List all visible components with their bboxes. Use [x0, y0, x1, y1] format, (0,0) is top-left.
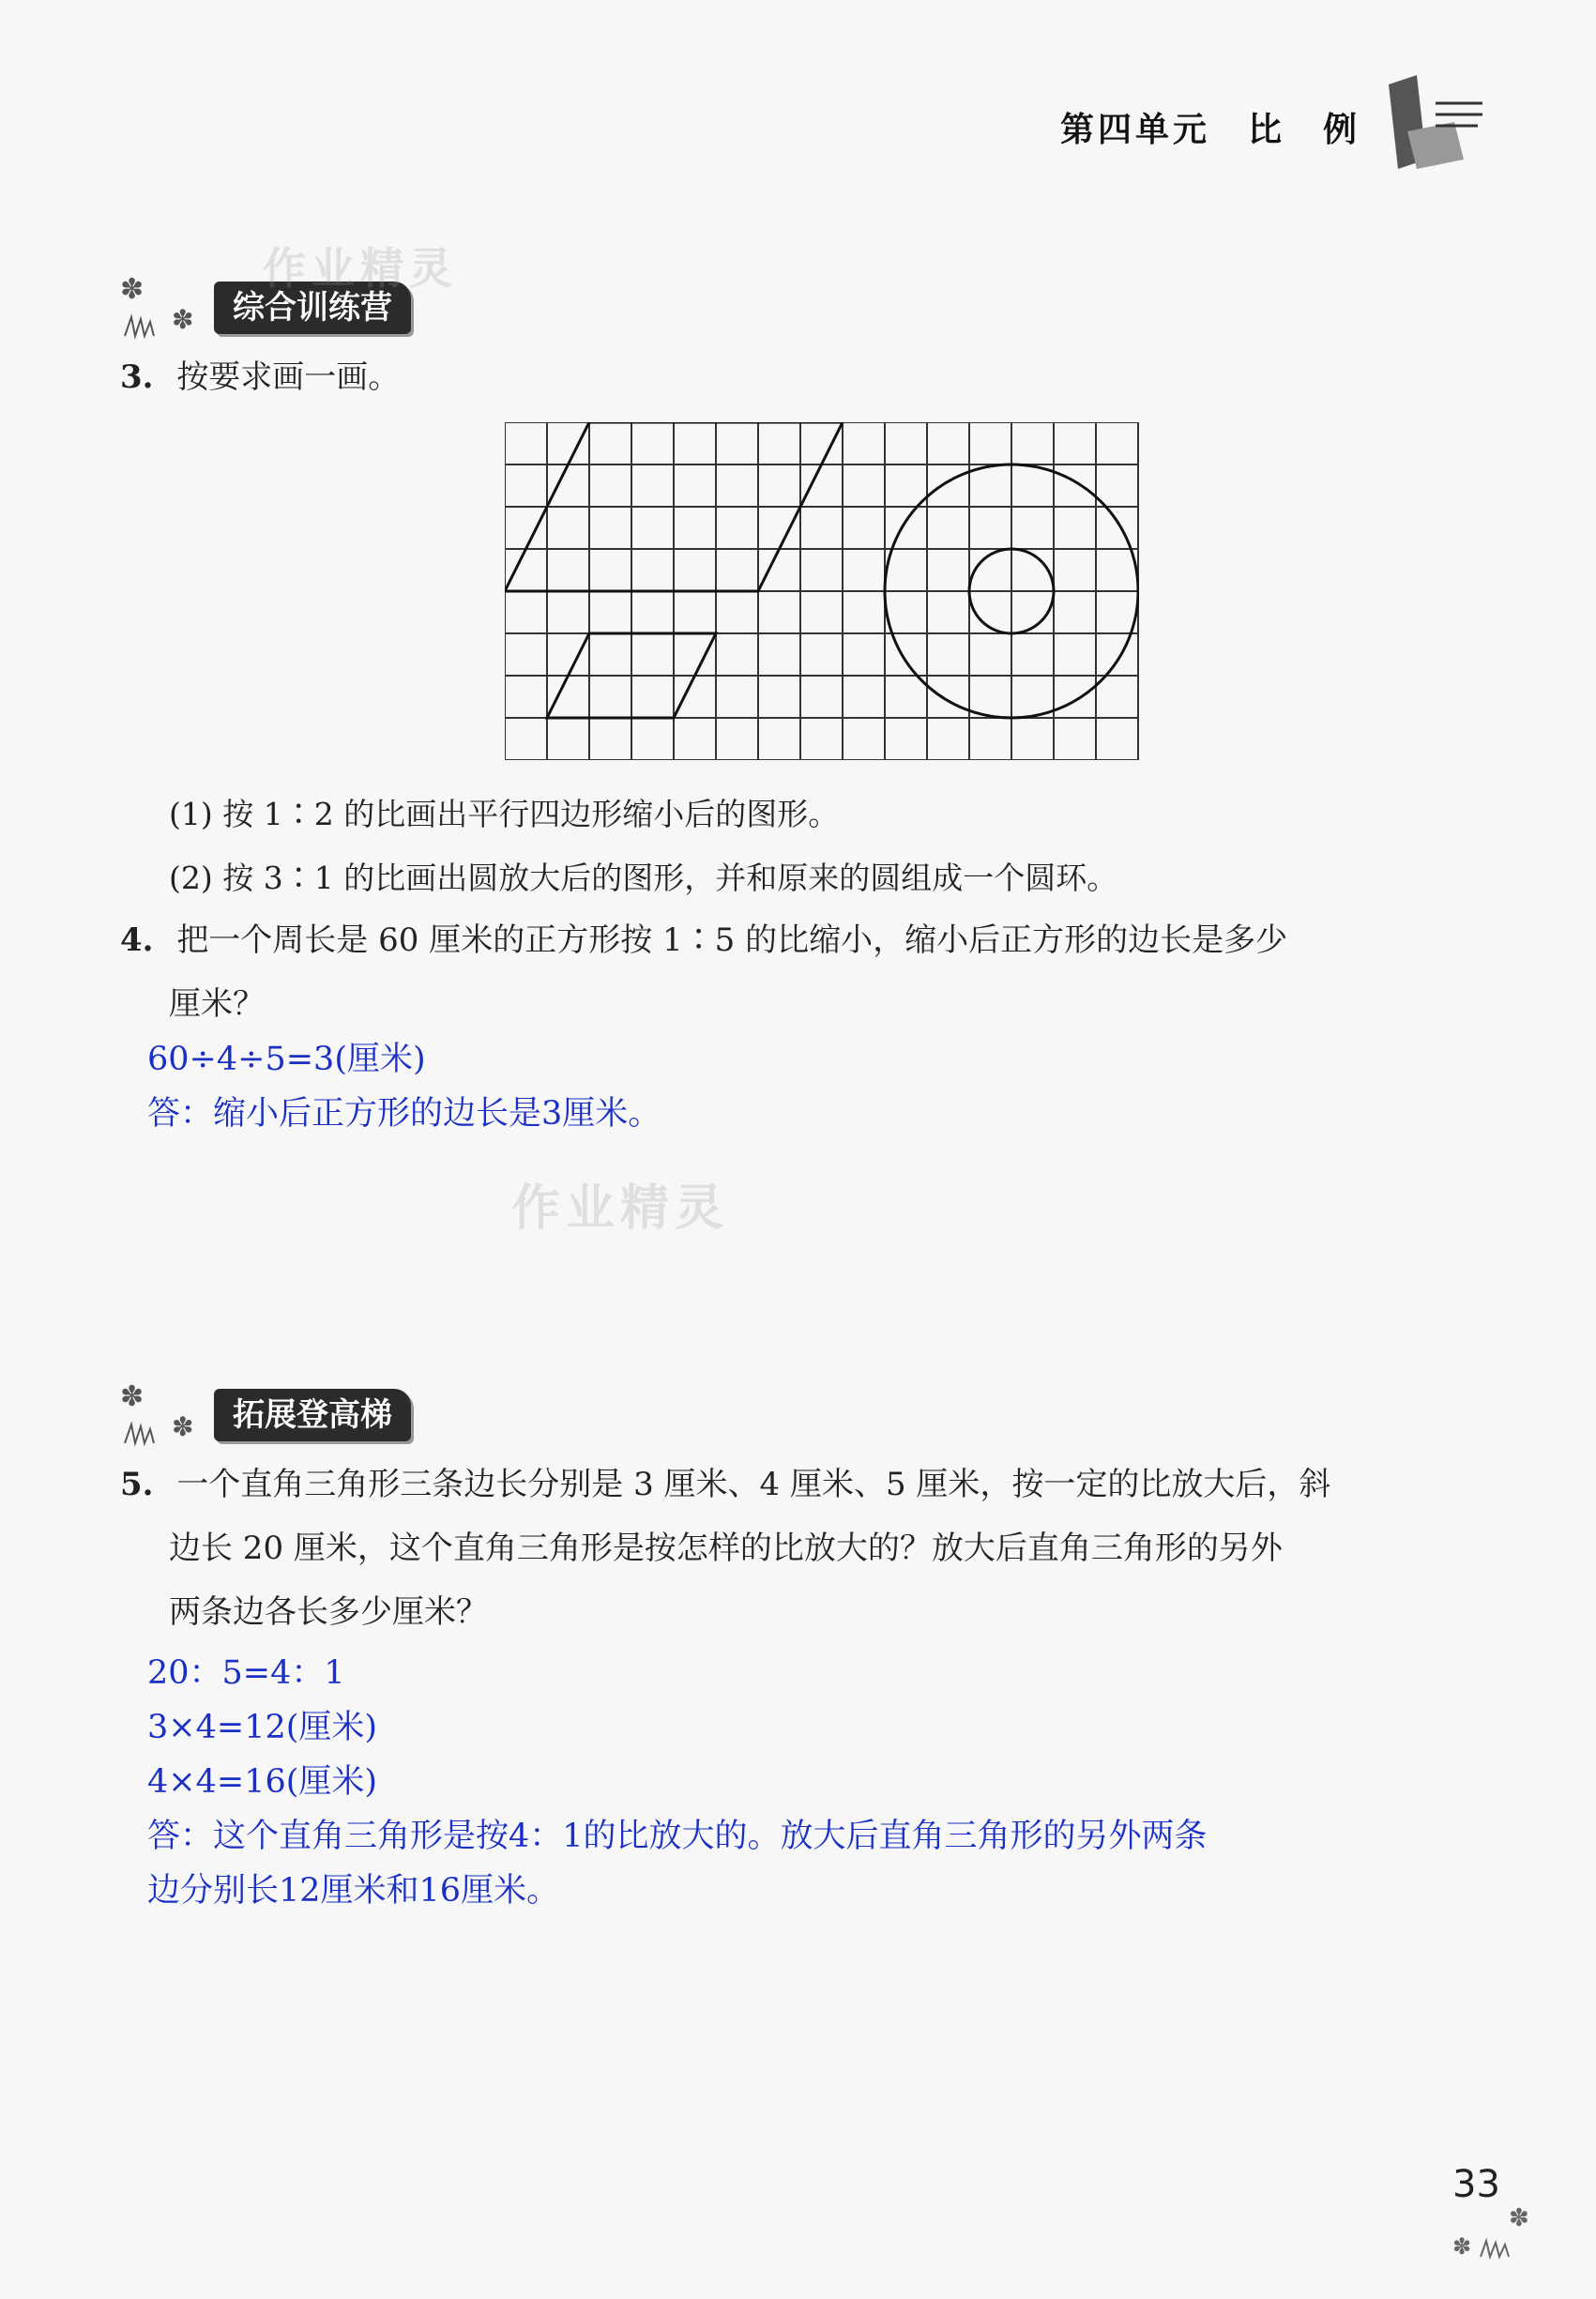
book-icon	[1379, 66, 1492, 178]
svg-text:✽: ✽	[1509, 2205, 1529, 2232]
answer-5	[147, 1646, 1208, 1918]
section-banner-extension	[120, 1380, 542, 1445]
svg-text:✽: ✽	[120, 1380, 144, 1413]
question-text-line1: 把一个周长是 60 厘米的正方形按 1∶5 的比缩小，缩小后正方形的边长是多少	[176, 921, 1288, 959]
flower-grass-icon	[120, 1378, 214, 1453]
answer-line: 3×4=12(厘米)	[147, 1709, 378, 1746]
question-4	[120, 908, 1499, 972]
question-number: 4.	[120, 921, 154, 959]
svg-text:✽: ✽	[172, 304, 194, 335]
svg-text:✽: ✽	[1452, 2233, 1472, 2260]
question-3-sub1: (1) 按 1∶2 的比画出平行四边形缩小后的图形。	[169, 796, 840, 832]
watermark-text: 作业精灵	[263, 243, 458, 294]
question-5-line3: 两条边各长多少厘米？	[169, 1593, 488, 1631]
svg-text:✽: ✽	[120, 273, 144, 306]
unit-title: 第四单元 比 例	[1060, 111, 1361, 149]
answer-line: 60÷4÷5=3(厘米)	[147, 1041, 426, 1078]
question-4-line2: 厘米？	[169, 985, 265, 1023]
answer-line: 20：5=4：1	[147, 1654, 345, 1692]
question-3-sub2: (2) 按 3∶1 的比画出圆放大后的图形，并和原来的圆组成一个圆环。	[169, 860, 1118, 896]
answer-line: 答：缩小后正方形的边长是3厘米。	[147, 1095, 661, 1133]
page-number: 33	[1452, 2163, 1500, 2206]
section-label: 拓展登高梯	[214, 1389, 411, 1441]
question-5	[120, 1453, 1499, 1516]
question-number: 5.	[120, 1466, 154, 1503]
answer-4	[147, 1032, 661, 1141]
answer-line: 边分别长12厘米和16厘米。	[147, 1872, 560, 1910]
question-text-line1: 一个直角三角形三条边长分别是 3 厘米、4 厘米、5 厘米，按一定的比放大后，斜	[176, 1466, 1331, 1503]
flower-grass-icon	[1452, 2205, 1546, 2261]
section-label: 综合训练营	[214, 282, 411, 334]
answer-line: 4×4=16(厘米)	[147, 1763, 378, 1801]
answer-line: 答：这个直角三角形是按4：1的比放大的。放大后直角三角形的另外两条	[147, 1818, 1208, 1855]
flower-grass-icon	[120, 270, 214, 345]
watermark-text: 作业精灵	[511, 1180, 730, 1237]
question-number: 3.	[120, 358, 154, 396]
svg-text:✽: ✽	[172, 1411, 194, 1442]
question-3	[120, 345, 400, 409]
grid-figure	[505, 422, 1139, 760]
question-prompt: 按要求画一画。	[176, 358, 401, 396]
question-5-line2: 边长 20 厘米，这个直角三角形是按怎样的比放大的？放大后直角三角形的另外	[169, 1530, 1283, 1567]
